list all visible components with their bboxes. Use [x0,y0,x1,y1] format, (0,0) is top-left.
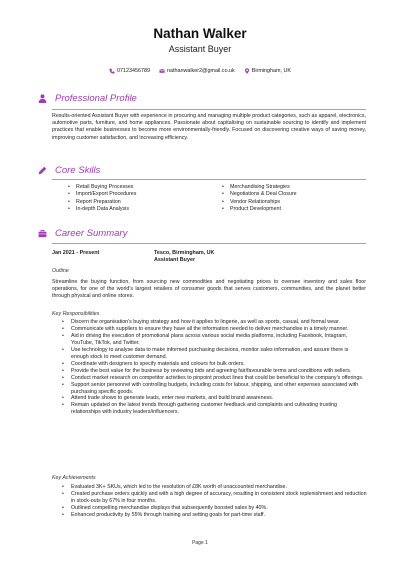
contact-row [0,68,400,74]
briefcase-icon [38,229,47,238]
responsibility-item: • Attend trade shows to generate leads, enter new markets, and build brand awareness. [62,395,367,402]
responsibility-item: • Conduct market research on competitor activities to pinpoint product lines that could be beneficial to the company's offerings. [62,375,367,382]
phone-icon [109,68,115,74]
skills-divider [52,179,366,180]
skill-item: • Report Preparation [68,199,204,206]
achievements-label: Key Achievements [52,475,96,481]
career-section-header [38,226,368,240]
location-contact [244,68,291,74]
pen-icon [38,166,47,175]
skill-item: • Negotiations & Deal Closure [222,191,358,198]
responsibilities-list [62,319,367,416]
responsibility-item: • Aid in driving the execution of promotional plans across various social media platforms, including Facebook, Intagram, YouTube, TikTok, and Twitter. [62,333,367,347]
career-title: Career Summary [55,227,128,239]
skills-title: Core Skills [55,164,101,176]
profile-section-header [38,91,368,105]
job-company: Tesco, Birmingham, UK [154,250,215,256]
phone-contact[interactable] [109,68,150,74]
profile-title: Professional Profile [55,92,137,104]
responsibility-item: • Coordinate with designers to specify materials and colours for bulk orders. [62,361,367,368]
skill-item: • Import/Export Procedures [68,191,204,198]
responsibility-item: • Remain updated on the latest trends through gathering customer feedback and complaints and cultivating trusting relationships with industry leaders/influencers. [62,402,367,416]
responsibility-item: • Use technology to analyse data to make informed purchasing decisions, monitor sales information, and assure there is enough stock to meet customer demand. [62,347,367,361]
responsibility-item: • Communicate with suppliers to ensure they have all the information needed to deliver merchandise in a timely manner. [62,326,367,333]
achievement-item: • Enhanced productivity by 55% through training and setting goals for part-time staff. [62,512,367,519]
email-text: nathanwalker2@gmail.co.uk [166,68,235,74]
outline-label: Outline [52,268,69,274]
job-employer [154,250,214,264]
responsibility-item: • Discern the organisation's buying strategy and how it applies to lingerie, as well as sports, casual, and formal wear. [62,319,367,326]
envelope-icon [159,68,165,74]
skill-item: • Product Development [222,206,358,213]
profile-divider [52,109,366,110]
skill-item: • Vendor Relationships [222,199,358,206]
skill-item: • Merchandising Strategies [222,184,358,191]
achievement-item: • Evaluated 3K+ SKUs, which led to the resolution of £8K worth of unaccounted merchandise. [62,484,367,491]
career-divider [52,243,366,244]
email-contact[interactable] [159,68,235,74]
job-position: Assistant Buyer [154,257,196,263]
skills-list [68,184,358,214]
candidate-role: Assistant Buyer [168,44,232,54]
profile-summary: Results-oriented Assistant Buyer with experience in procuring and managing multiple product categories, such as apparel, electronics, automotive parts, furniture, and home appliances. Passionate about capitalising on sustainable sourcing to identify and implement practices that enable businesses to become more environmentally-friendly. Focused on discovering creative ways of saving money, improving customer satisfaction, and increasing efficiency. [52,113,366,141]
responsibilities-label: Key Responsibilities [52,311,100,317]
responsibility-item: • Support senior personnel with controlling budgets, including costs for labour, shipping, and other expenses associated with purchasing specific goods. [62,382,367,396]
location-pin-icon [244,68,250,74]
responsibility-item: • Provide the best value for the business by reviewing bids and agreeing fair/favourable terms and conditions with sellers. [62,368,367,375]
job-outline: Streamline the buying function, from sourcing new commodities and negotiating prices to oversee inventory and sales floor operations, for one of the world's largest retailers of consumer goods that serves customers, communities, and the planet better through physical and online stores. [52,279,366,300]
person-icon [38,94,47,103]
phone-text: 07123456789 [116,68,150,74]
location-text: Birmingham, UK [251,68,292,74]
achievement-item: • Created purchase orders quickly and with a high degree of accuracy, resulting in consistent stock replenishment and reduction in stock-outs by 67% in four months. [62,491,367,505]
skill-item: • In-depth Data Analysis [68,206,204,213]
achievements-list [62,484,367,519]
candidate-name: Nathan Walker [153,26,247,41]
job-dates: Jan 2021 - Present [52,250,100,256]
skill-item: • Retail Buying Processes [68,184,204,191]
achievement-item: • Outlined compelling merchandise displays that subsequently boosted sales by 40%. [62,505,367,512]
skills-section-header [38,163,368,177]
page-number: Page 1 [192,540,208,546]
